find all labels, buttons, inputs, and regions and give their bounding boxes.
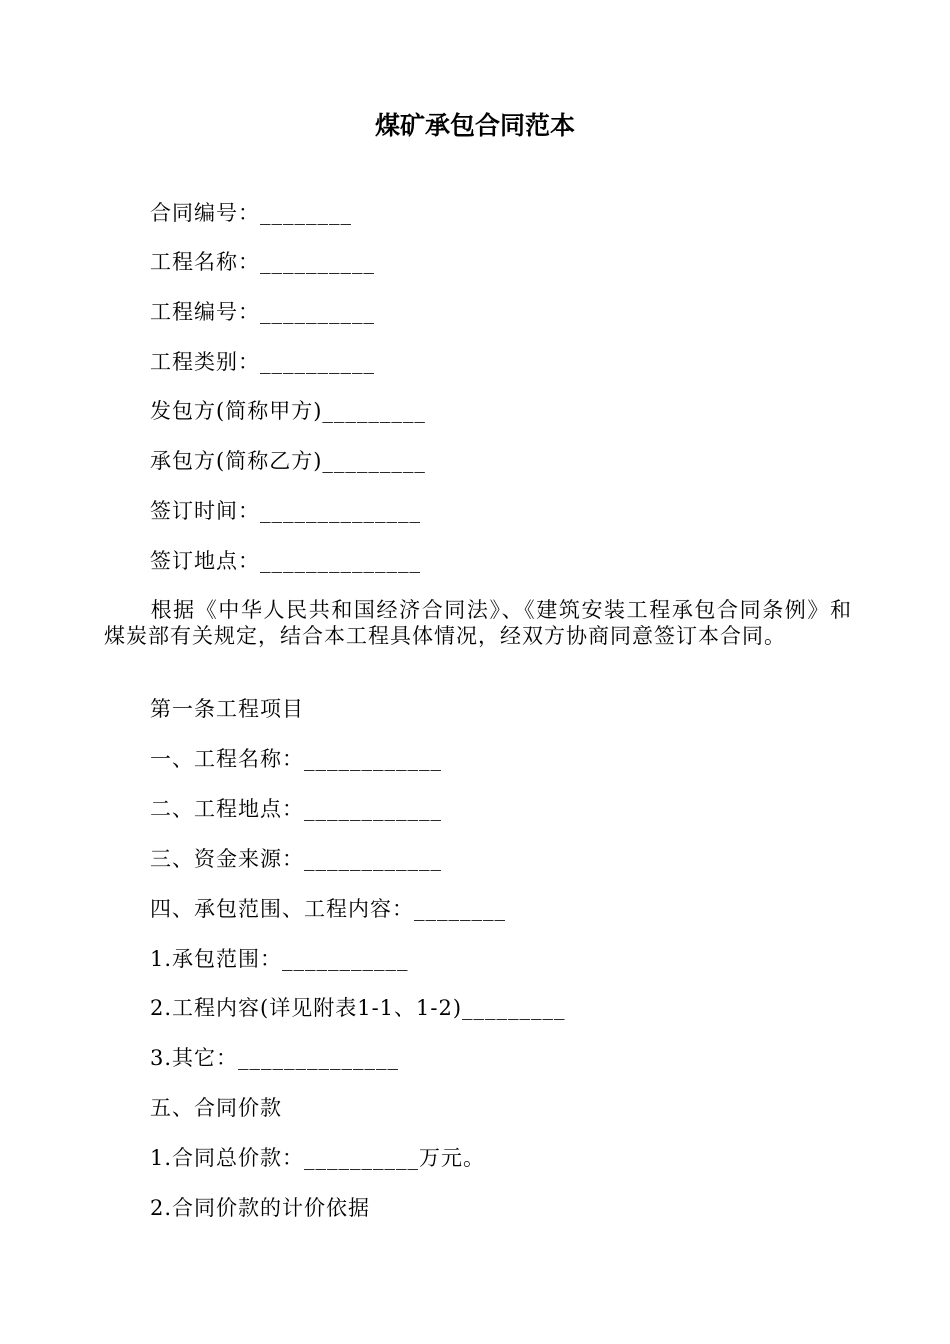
- document-title: 煤矿承包合同范本: [374, 111, 575, 140]
- item-project-location: 二、工程地点：____________: [150, 797, 442, 821]
- item-project-name: 一、工程名称：____________: [150, 747, 442, 771]
- party-a-line: 发包方(简称甲方)_________: [150, 399, 426, 423]
- preamble-paragraph: [104, 597, 852, 649]
- item-total-price: 1.合同总价款：__________万元。: [150, 1146, 486, 1170]
- item-funding-source: 三、资金来源：____________: [150, 847, 442, 871]
- item-scope-content: 四、承包范围、工程内容：________: [150, 897, 506, 921]
- signing-place-line: 签订地点：______________: [150, 549, 421, 573]
- item-contract-price-heading: 五、合同价款: [150, 1096, 282, 1120]
- signing-time-line: 签订时间：______________: [150, 499, 421, 523]
- item-other: 3.其它：______________: [150, 1046, 400, 1070]
- article-heading: 第一条工程项目: [150, 697, 304, 721]
- party-b-line: 承包方(简称乙方)_________: [150, 449, 426, 473]
- preamble-text: 根据《中华人民共和国经济合同法》、《建筑安装工程承包合同条例》和煤炭部有关规定，结合本工程具体情况，经双方协商同意签订本合同。: [104, 598, 852, 648]
- item-pricing-basis: 2.合同价款的计价依据: [150, 1196, 371, 1220]
- item-content: 2.工程内容(详见附表1-1、1-2)_________: [150, 996, 566, 1020]
- project-category-line: 工程类别：__________: [150, 350, 375, 374]
- item-scope: 1.承包范围：___________: [150, 947, 409, 971]
- project-name-line: 工程名称：__________: [150, 250, 375, 274]
- contract-number-line: 合同编号：________: [150, 201, 352, 225]
- project-number-line: 工程编号：__________: [150, 300, 375, 324]
